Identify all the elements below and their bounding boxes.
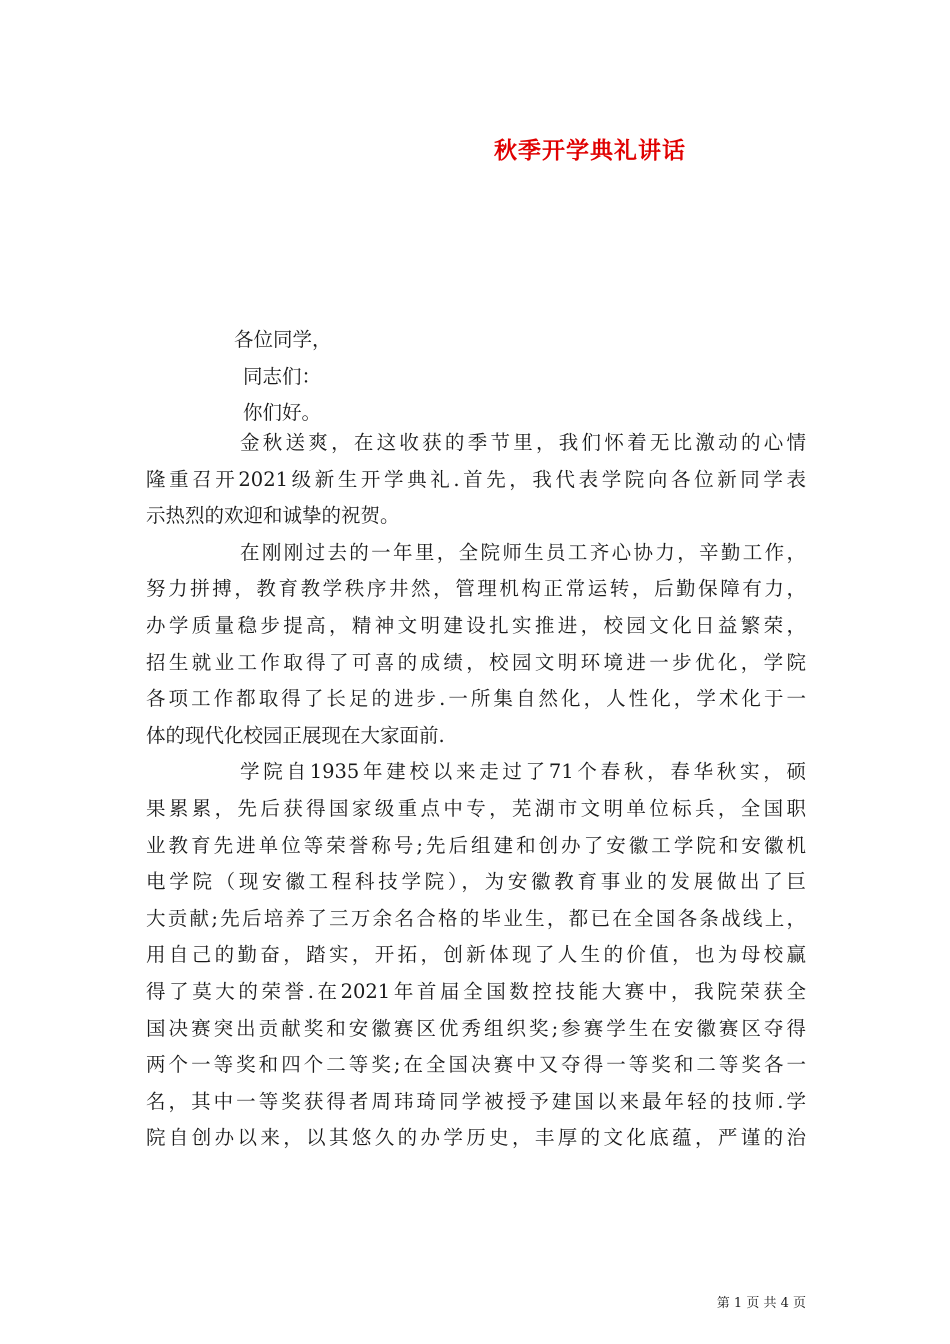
text-line: 学院自1935年建校以来走过了71个春秋，春华秋实，硕: [240, 760, 806, 784]
text-line: 得了莫大的荣誉.在2021年首届全国数控技能大赛中，我院荣获全: [146, 979, 806, 1003]
text-line: 示热烈的欢迎和诚挚的祝贺。: [146, 504, 400, 528]
text-line: 大贡献;先后培养了三万余名合格的毕业生，都已在全国各条战线上，: [146, 906, 806, 930]
text-line: 隆重召开2021级新生开学典礼.首先，我代表学院向各位新同学表: [146, 467, 806, 491]
greeting-line-2: 同志们：: [243, 365, 322, 388]
text-line: 金秋送爽，在这收获的季节里，我们怀着无比激动的心情: [240, 431, 806, 454]
text-line: 国决赛突出贡献奖和安徽赛区优秀组织奖;参赛学生在安徽赛区夺得: [146, 1016, 806, 1040]
text-line: 招生就业工作取得了可喜的成绩，校园文明环境进一步优化，学院: [146, 650, 806, 674]
body-paragraph-2: [146, 535, 806, 755]
text-line: 用自己的勤奋，踏实，开拓，创新体现了人生的价值，也为母校赢: [146, 943, 806, 967]
text-line: 两个一等奖和四个二等奖;在全国决赛中又夺得一等奖和二等奖各一: [146, 1053, 806, 1077]
text-line: 电学院（现安徽工程科技学院），为安徽教育事业的发展做出了巨: [146, 870, 806, 894]
text-line: 办学质量稳步提高，精神文明建设扎实推进，校园文化日益繁荣，: [146, 613, 806, 637]
body-paragraph-1: [146, 425, 806, 535]
text-line: 在刚刚过去的一年里，全院师生员工齐心协力，辛勤工作，: [240, 540, 806, 564]
greeting-line-1: 各位同学，: [234, 328, 332, 351]
document-body: [146, 425, 806, 1157]
body-paragraph-3: [146, 754, 806, 1157]
text-line: 院自创办以来，以其悠久的办学历史，丰厚的文化底蕴，严谨的治: [146, 1126, 806, 1150]
text-line: 果累累，先后获得国家级重点中专，芜湖市文明单位标兵，全国职: [146, 796, 806, 820]
text-line: 努力拼搏，教育教学秩序井然，管理机构正常运转，后勤保障有力，: [146, 577, 806, 601]
document-title: 秋季开学典礼讲话: [494, 137, 686, 164]
greeting-line-3: 你们好。: [243, 401, 322, 424]
text-line: 业教育先进单位等荣誉称号;先后组建和创办了安徽工学院和安徽机: [146, 833, 806, 857]
page-number-footer: 第 1 页 共 4 页: [716, 1296, 806, 1311]
text-line: 名，其中一等奖获得者周玮琦同学被授予建国以来最年轻的技师.学: [146, 1089, 806, 1113]
text-line: 体的现代化校园正展现在大家面前.: [146, 723, 445, 747]
text-line: 各项工作都取得了长足的进步.一所集自然化，人性化，学术化于一: [146, 687, 806, 711]
